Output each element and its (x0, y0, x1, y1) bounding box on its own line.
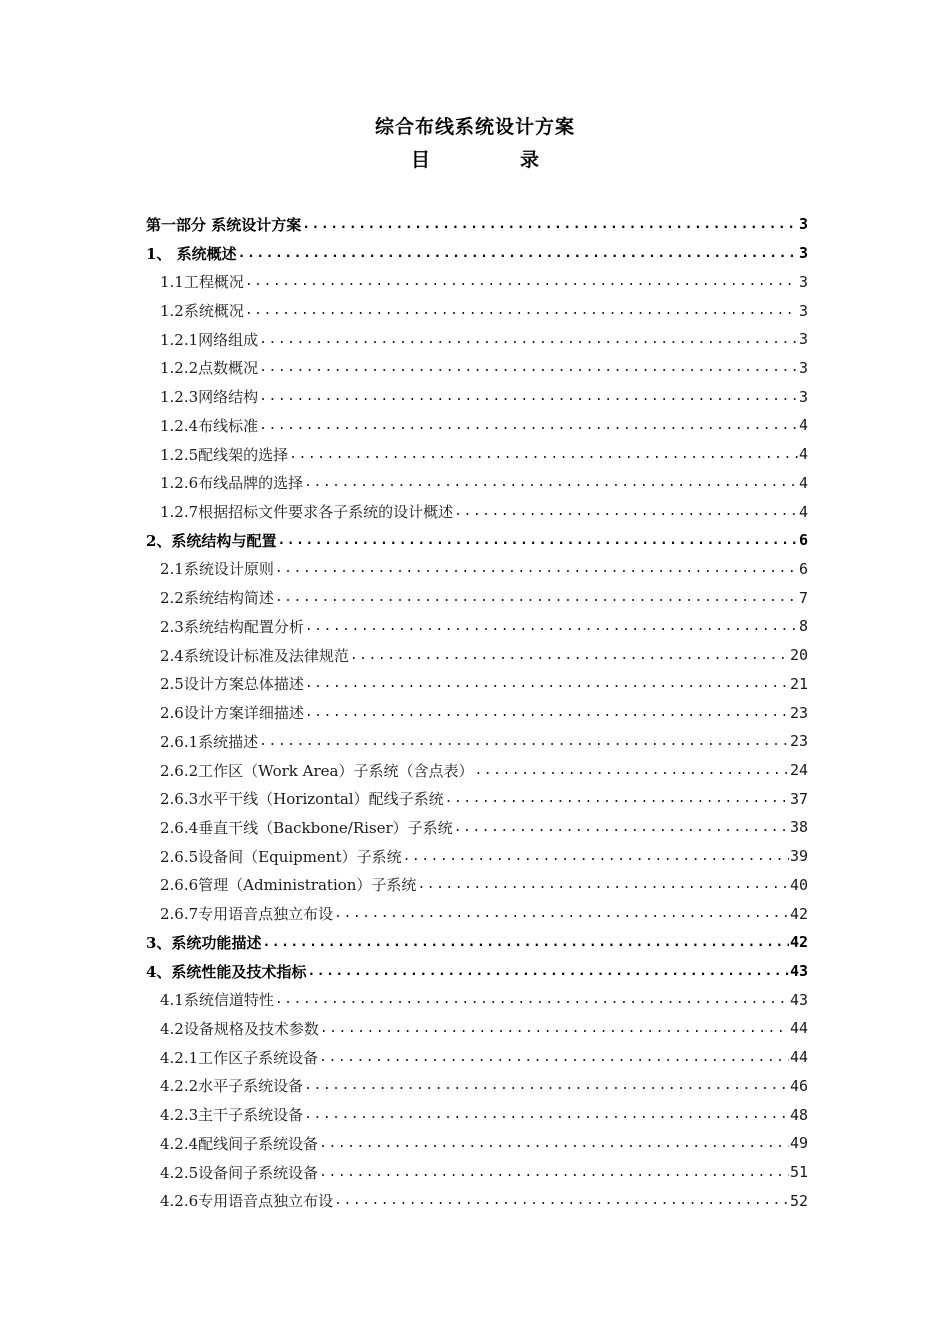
toc-entry-label: 4.2.3主干子系统设备 (160, 1106, 304, 1125)
toc-entry[interactable] (146, 468, 808, 497)
toc-entry[interactable] (146, 1014, 808, 1043)
toc-dot-leader (275, 992, 789, 1007)
toc-entry-label: 1、 系统概述 (146, 244, 237, 263)
toc-entry-page-number: 3 (798, 387, 808, 406)
toc-entry-label: 2.1系统设计原则 (160, 560, 274, 579)
toc-entry[interactable] (146, 1072, 808, 1101)
toc-entry-page-number: 23 (789, 703, 808, 722)
toc-entry-label: 4.2.5设备间子系统设备 (160, 1163, 319, 1182)
toc-entry[interactable] (146, 985, 808, 1014)
toc-entry[interactable] (146, 1158, 808, 1187)
toc-entry-page-number: 46 (789, 1076, 808, 1095)
toc-entry[interactable] (146, 871, 808, 900)
toc-entry-label: 2.6.6管理（Administration）子系统 (160, 876, 417, 895)
toc-entry[interactable] (146, 899, 808, 928)
toc-dot-leader (334, 1193, 789, 1208)
toc-entry-page-number: 3 (798, 244, 808, 263)
toc-dot-leader (307, 964, 788, 979)
toc-entry-page-number: 43 (789, 990, 808, 1009)
toc-entry-page-number: 49 (789, 1134, 808, 1153)
toc-entry[interactable] (146, 354, 808, 383)
toc-dot-leader (304, 475, 798, 490)
toc-dot-leader (238, 246, 798, 261)
toc-entry[interactable] (146, 1100, 808, 1129)
toc-entry-page-number: 43 (789, 962, 808, 981)
toc-heading-right: 录 (520, 149, 540, 171)
toc-entry[interactable] (146, 1043, 808, 1072)
toc-dot-leader (454, 504, 798, 519)
toc-entry-page-number: 3 (798, 272, 808, 291)
toc-dot-leader (474, 763, 788, 778)
toc-entry-page-number: 48 (789, 1105, 808, 1124)
toc-entry-page-number: 37 (789, 789, 808, 808)
toc-entry-page-number: 6 (798, 559, 808, 578)
toc-dot-leader (245, 303, 798, 318)
toc-entry[interactable] (146, 641, 808, 670)
toc-entry[interactable] (146, 842, 808, 871)
toc-entry-page-number: 20 (789, 646, 808, 665)
toc-dot-leader (403, 849, 789, 864)
toc-entry[interactable] (146, 813, 808, 842)
toc-entry-label: 1.1工程概况 (160, 273, 244, 292)
toc-entry-label: 4.2.2水平子系统设备 (160, 1077, 304, 1096)
toc-entry-page-number: 4 (798, 473, 808, 492)
toc-entry-label: 4.2.1工作区子系统设备 (160, 1048, 319, 1067)
toc-entry-label: 1.2.7根据招标文件要求各子系统的设计概述 (160, 503, 454, 522)
toc-entry-label: 1.2.6布线品牌的选择 (160, 474, 304, 493)
toc-dot-leader (259, 332, 798, 347)
toc-entry-label: 2.6设计方案详细描述 (160, 704, 304, 723)
toc-entry-page-number: 3 (798, 215, 808, 234)
toc-dot-leader (304, 1107, 789, 1122)
table-of-contents (146, 210, 808, 1215)
toc-dot-leader (277, 533, 798, 548)
toc-entry-label: 1.2系统概况 (160, 302, 244, 321)
toc-entry[interactable] (146, 670, 808, 699)
toc-dot-leader (259, 734, 789, 749)
toc-entry-label: 4.2.4配线间子系统设备 (160, 1134, 319, 1153)
toc-entry-label: 3、系统功能描述 (146, 933, 262, 952)
toc-entry[interactable] (146, 555, 808, 584)
toc-dot-leader (305, 619, 798, 634)
toc-entry-page-number: 6 (798, 531, 808, 550)
toc-entry[interactable] (146, 526, 808, 555)
toc-entry-page-number: 23 (789, 732, 808, 751)
toc-entry-label: 2.3系统结构配置分析 (160, 617, 304, 636)
toc-entry[interactable] (146, 411, 808, 440)
toc-dot-leader (417, 877, 789, 892)
toc-dot-leader (334, 906, 789, 921)
toc-entry[interactable] (146, 1186, 808, 1215)
toc-entry-label: 2.6.4垂直干线（Backbone/Riser）子系统 (160, 818, 453, 837)
toc-entry-label: 4.2.6专用语音点独立布设 (160, 1192, 334, 1211)
toc-entry-page-number: 3 (798, 358, 808, 377)
toc-entry[interactable] (146, 440, 808, 469)
toc-entry-page-number: 40 (789, 875, 808, 894)
toc-dot-leader (275, 561, 798, 576)
toc-entry-label: 2.6.3水平干线（Horizontal）配线子系统 (160, 790, 444, 809)
toc-entry-label: 2.2系统结构简述 (160, 589, 274, 608)
toc-entry-page-number: 4 (798, 502, 808, 521)
toc-entry-label: 2.6.1系统描述 (160, 732, 259, 751)
toc-entry-page-number: 8 (798, 617, 808, 636)
toc-entry[interactable] (146, 698, 808, 727)
toc-entry-label: 4.2设备规格及技术参数 (160, 1019, 319, 1038)
toc-entry[interactable] (146, 957, 808, 986)
toc-entry[interactable] (146, 928, 808, 957)
toc-entry-label: 1.2.3网络结构 (160, 388, 259, 407)
toc-dot-leader (259, 389, 798, 404)
toc-entry-page-number: 24 (789, 761, 808, 780)
toc-dot-leader (319, 1050, 789, 1065)
toc-entry-page-number: 42 (789, 904, 808, 923)
toc-dot-leader (289, 447, 798, 462)
toc-entry[interactable] (146, 210, 808, 239)
toc-dot-leader (320, 1021, 789, 1036)
toc-entry[interactable] (146, 497, 808, 526)
toc-entry[interactable] (146, 325, 808, 354)
toc-entry-page-number: 7 (798, 588, 808, 607)
toc-entry-page-number: 4 (798, 416, 808, 435)
toc-entry-label: 4、系统性能及技术指标 (146, 962, 307, 981)
toc-entry-label: 2.6.2工作区（Work Area）子系统（含点表） (160, 761, 474, 780)
toc-entry[interactable] (146, 756, 808, 785)
toc-dot-leader (259, 418, 798, 433)
toc-dot-leader (245, 274, 798, 289)
toc-entry-label: 1.2.4布线标准 (160, 416, 259, 435)
toc-entry-label: 1.2.5配线架的选择 (160, 445, 289, 464)
toc-dot-leader (305, 705, 789, 720)
toc-entry-page-number: 51 (789, 1163, 808, 1182)
toc-entry-page-number: 4 (798, 445, 808, 464)
toc-entry[interactable] (146, 1129, 808, 1158)
toc-entry[interactable] (146, 583, 808, 612)
toc-entry[interactable] (146, 784, 808, 813)
toc-dot-leader (445, 791, 789, 806)
toc-entry-page-number: 38 (789, 818, 808, 837)
toc-entry-page-number: 39 (789, 847, 808, 866)
toc-entry-page-number: 44 (789, 1019, 808, 1038)
toc-entry-label: 2.4系统设计标准及法律规范 (160, 646, 349, 665)
toc-entry-page-number: 21 (789, 674, 808, 693)
toc-entry-label: 4.1系统信道特性 (160, 991, 274, 1010)
toc-dot-leader (319, 1136, 789, 1151)
toc-entry-label: 2.6.5设备间（Equipment）子系统 (160, 847, 402, 866)
toc-heading-left: 目 (410, 149, 430, 171)
toc-entry[interactable] (146, 382, 808, 411)
toc-entry-page-number: 52 (789, 1191, 808, 1210)
toc-dot-leader (302, 217, 798, 232)
toc-dot-leader (305, 676, 789, 691)
toc-dot-leader (275, 590, 798, 605)
toc-entry-page-number: 3 (798, 301, 808, 320)
toc-entry-label: 1.2.2点数概况 (160, 359, 259, 378)
toc-heading (0, 147, 950, 173)
toc-entry-page-number: 42 (789, 933, 808, 952)
toc-entry[interactable] (146, 296, 808, 325)
toc-entry[interactable] (146, 239, 808, 268)
toc-entry-label: 1.2.1网络组成 (160, 330, 259, 349)
document-title: 综合布线系统设计方案 (374, 116, 575, 138)
toc-entry-page-number: 44 (789, 1048, 808, 1067)
toc-dot-leader (454, 820, 789, 835)
toc-entry-label: 2、系统结构与配置 (146, 531, 277, 550)
toc-dot-leader (350, 648, 789, 663)
toc-entry[interactable] (146, 267, 808, 296)
toc-entry-label: 2.6.7专用语音点独立布设 (160, 905, 334, 924)
toc-entry-label: 2.5设计方案总体描述 (160, 675, 304, 694)
toc-dot-leader (319, 1165, 789, 1180)
toc-entry[interactable] (146, 727, 808, 756)
toc-dot-leader (259, 360, 798, 375)
toc-dot-leader (262, 935, 788, 950)
toc-entry-page-number: 3 (798, 330, 808, 349)
toc-entry[interactable] (146, 612, 808, 641)
toc-dot-leader (304, 1078, 789, 1093)
toc-entry-label: 第一部分 系统设计方案 (146, 215, 302, 234)
